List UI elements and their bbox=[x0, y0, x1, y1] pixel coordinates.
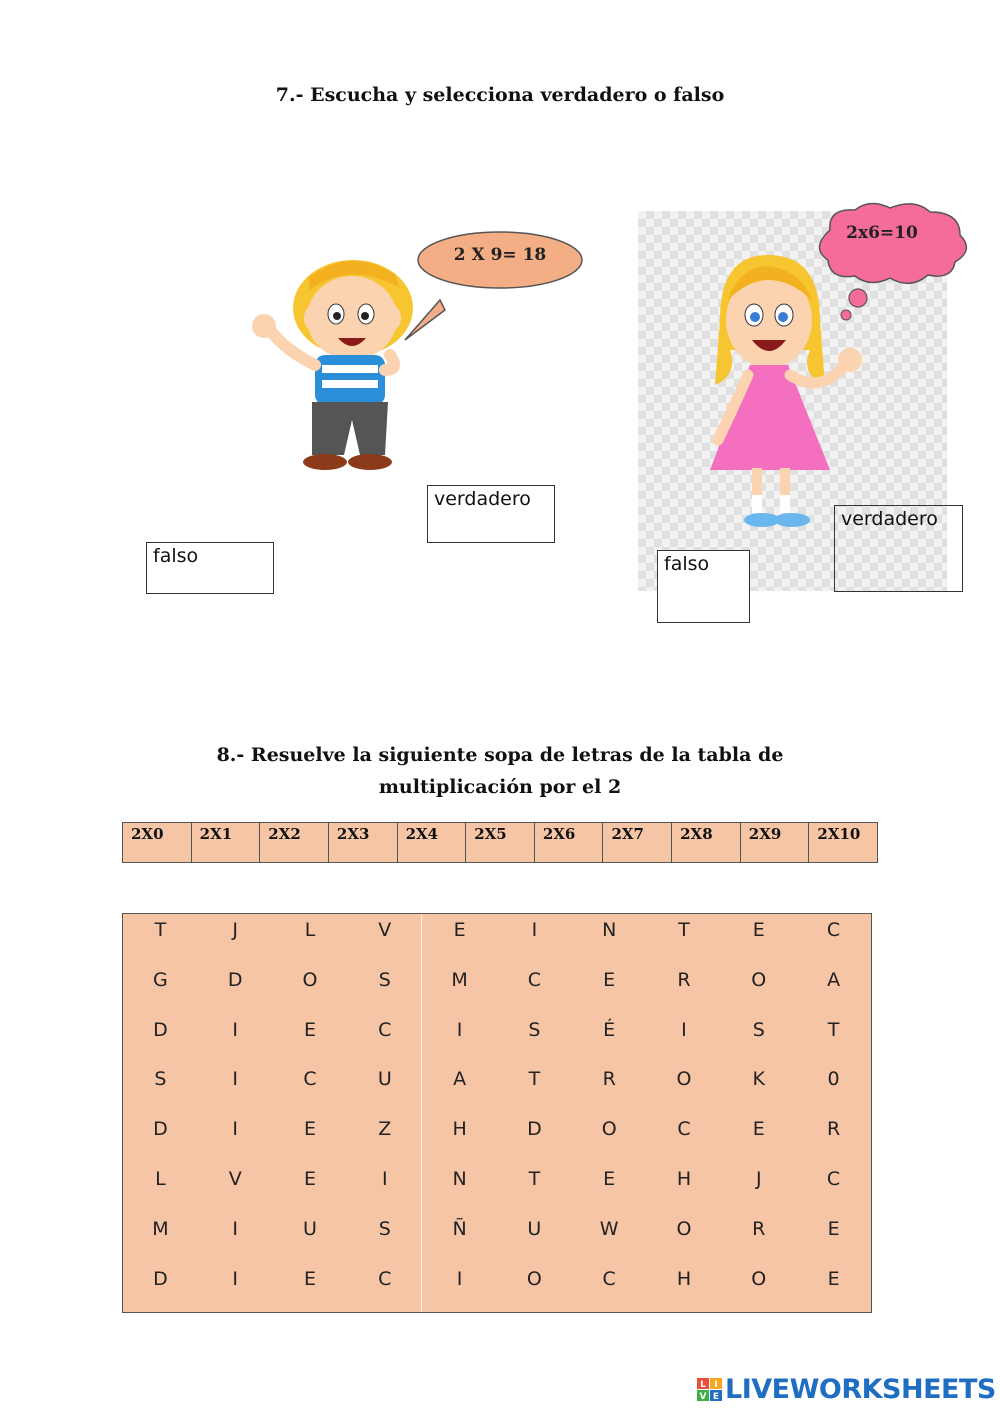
grid-letter[interactable]: D bbox=[153, 1267, 168, 1290]
multiplication-cell[interactable]: 2X4 bbox=[398, 823, 467, 862]
multiplication-header-row bbox=[122, 822, 878, 863]
boy-illustration bbox=[240, 230, 590, 480]
grid-letter[interactable]: V bbox=[378, 919, 392, 941]
grid-row bbox=[123, 914, 871, 964]
word-search-grid bbox=[122, 913, 872, 1313]
grid-letter[interactable]: E bbox=[303, 1167, 316, 1190]
grid-letter[interactable]: H bbox=[676, 1267, 692, 1290]
multiplication-cell[interactable]: 2X7 bbox=[603, 823, 672, 862]
grid-letter[interactable]: V bbox=[228, 1167, 242, 1190]
grid-letter[interactable]: C bbox=[378, 1018, 392, 1041]
grid-letter[interactable]: C bbox=[303, 1068, 317, 1091]
grid-letter[interactable]: O bbox=[302, 968, 318, 991]
grid-letter[interactable]: I bbox=[381, 1167, 388, 1190]
grid-letter[interactable]: O bbox=[676, 1217, 692, 1240]
grid-letter[interactable]: L bbox=[155, 1167, 166, 1190]
grid-letter[interactable]: E bbox=[303, 1018, 316, 1041]
grid-letter[interactable]: W bbox=[599, 1217, 619, 1240]
grid-letter[interactable]: T bbox=[528, 1068, 541, 1091]
grid-letter[interactable]: O bbox=[676, 1068, 692, 1091]
liveworksheets-brand-text: LIVEWORKSHEETS bbox=[725, 1374, 996, 1405]
logo-letter-v: V bbox=[699, 1391, 707, 1402]
grid-letter[interactable]: E bbox=[303, 1118, 316, 1141]
grid-letter[interactable]: U bbox=[377, 1068, 392, 1091]
grid-letter[interactable]: E bbox=[453, 919, 466, 941]
grid-letter[interactable]: L bbox=[304, 919, 316, 941]
grid-letter[interactable]: D bbox=[153, 1018, 168, 1041]
grid-letter[interactable]: T bbox=[154, 919, 167, 941]
grid-letter[interactable]: E bbox=[603, 968, 616, 991]
grid-letter[interactable]: H bbox=[676, 1167, 692, 1190]
liveworksheets-logo[interactable] bbox=[697, 1374, 996, 1405]
grid-letter[interactable]: M bbox=[451, 968, 468, 991]
logo-letter-i: I bbox=[714, 1379, 718, 1390]
grid-letter[interactable]: H bbox=[452, 1118, 467, 1141]
grid-letter[interactable]: E bbox=[827, 1267, 840, 1290]
grid-letter[interactable]: R bbox=[752, 1217, 766, 1240]
grid-letter[interactable]: I bbox=[232, 1217, 238, 1240]
grid-row bbox=[123, 1213, 871, 1263]
grid-letter[interactable]: N bbox=[452, 1167, 467, 1190]
multiplication-cell[interactable]: 2X5 bbox=[466, 823, 535, 862]
grid-letter[interactable]: D bbox=[227, 968, 243, 991]
logo-letter-e: E bbox=[712, 1391, 720, 1402]
grid-letter[interactable]: O bbox=[751, 968, 767, 991]
grid-letter[interactable]: Z bbox=[378, 1118, 392, 1141]
grid-row bbox=[123, 1014, 871, 1064]
grid-letter[interactable]: E bbox=[603, 1167, 616, 1190]
grid-letter[interactable]: C bbox=[527, 968, 542, 991]
grid-letter[interactable]: U bbox=[303, 1217, 317, 1240]
girl-bubble-text: 2x6=10 bbox=[846, 223, 918, 243]
grid-letter[interactable]: O bbox=[751, 1267, 767, 1290]
grid-letter[interactable]: T bbox=[678, 919, 690, 941]
grid-letter[interactable]: E bbox=[752, 1118, 765, 1141]
grid-row bbox=[123, 1263, 871, 1313]
grid-letter[interactable]: O bbox=[526, 1267, 542, 1290]
grid-letter[interactable]: T bbox=[528, 1167, 541, 1190]
grid-letter[interactable]: I bbox=[232, 1118, 238, 1141]
grid-letter[interactable]: Ñ bbox=[452, 1217, 467, 1240]
boy-false-option[interactable]: falso bbox=[146, 542, 274, 594]
grid-letter[interactable]: I bbox=[531, 919, 538, 941]
grid-letter[interactable]: K bbox=[752, 1068, 765, 1091]
boy-bubble-text: 2 X 9= 18 bbox=[453, 245, 547, 265]
grid-letter[interactable]: É bbox=[603, 1018, 616, 1041]
grid-letter[interactable]: C bbox=[826, 919, 841, 941]
grid-letter[interactable]: I bbox=[232, 1068, 238, 1091]
grid-letter[interactable]: C bbox=[602, 1267, 616, 1290]
grid-letter[interactable]: J bbox=[232, 919, 238, 941]
grid-letter[interactable]: E bbox=[827, 1217, 840, 1240]
grid-letter[interactable]: M bbox=[152, 1217, 169, 1240]
grid-letter[interactable]: I bbox=[232, 1267, 238, 1290]
grid-letter[interactable]: S bbox=[378, 1217, 391, 1240]
grid-letter[interactable]: S bbox=[378, 968, 391, 991]
grid-letter[interactable]: A bbox=[453, 1068, 467, 1091]
grid-letter[interactable]: T bbox=[827, 1018, 840, 1041]
grid-row bbox=[123, 1113, 871, 1163]
grid-letter[interactable]: I bbox=[232, 1018, 238, 1041]
grid-row bbox=[123, 1063, 871, 1113]
grid-letter[interactable]: S bbox=[154, 1068, 167, 1091]
grid-letter[interactable]: I bbox=[456, 1018, 463, 1041]
grid-letter[interactable]: S bbox=[752, 1018, 765, 1041]
section8-title-line2: multiplicación por el 2 bbox=[378, 776, 622, 798]
grid-letter[interactable]: R bbox=[677, 968, 691, 991]
multiplication-cell[interactable]: 2X6 bbox=[535, 823, 604, 862]
girl-illustration bbox=[680, 200, 980, 540]
grid-letter[interactable]: S bbox=[528, 1018, 541, 1041]
grid-letter[interactable]: I bbox=[681, 1018, 687, 1041]
boy-speech-bubble bbox=[405, 232, 582, 340]
grid-letter[interactable]: D bbox=[527, 1118, 542, 1141]
liveworksheets-logo-icon bbox=[697, 1378, 723, 1402]
girl-true-option[interactable]: verdadero bbox=[834, 505, 963, 592]
grid-letter[interactable]: D bbox=[153, 1118, 168, 1141]
grid-letter[interactable]: C bbox=[378, 1267, 392, 1290]
girl-thought-bubble bbox=[819, 203, 966, 320]
multiplication-cell[interactable]: 2X9 bbox=[741, 823, 810, 862]
grid-letter[interactable]: O bbox=[601, 1118, 617, 1141]
section8-title-line1: 8.- Resuelve la siguiente sopa de letras de la tabla de bbox=[216, 744, 784, 766]
grid-letter[interactable]: U bbox=[527, 1217, 542, 1240]
section7-title: 7.- Escucha y selecciona verdadero o falso bbox=[275, 84, 725, 106]
multiplication-cell[interactable]: 2X0 bbox=[123, 823, 192, 862]
grid-row bbox=[123, 964, 871, 1014]
multiplication-cell[interactable]: 2X1 bbox=[192, 823, 261, 862]
grid-letter[interactable]: 0 bbox=[827, 1068, 840, 1091]
grid-letter[interactable]: J bbox=[755, 1167, 762, 1190]
grid-letter[interactable]: N bbox=[602, 919, 617, 941]
grid-letter[interactable]: R bbox=[826, 1118, 841, 1141]
grid-letter[interactable]: R bbox=[602, 1068, 616, 1091]
grid-letter[interactable]: C bbox=[677, 1118, 691, 1141]
grid-letter[interactable]: G bbox=[153, 968, 168, 991]
grid-letter[interactable]: E bbox=[752, 919, 765, 941]
multiplication-cell[interactable]: 2X8 bbox=[672, 823, 741, 862]
grid-letter[interactable]: E bbox=[303, 1267, 316, 1290]
multiplication-cell[interactable]: 2X10 bbox=[817, 825, 861, 843]
grid-letter[interactable]: C bbox=[826, 1167, 841, 1190]
multiplication-cell[interactable]: 2X2 bbox=[260, 823, 329, 862]
boy-true-option[interactable]: verdadero bbox=[427, 485, 555, 543]
grid-row bbox=[123, 1163, 871, 1213]
multiplication-cell[interactable]: 2X3 bbox=[329, 823, 398, 862]
grid-letter[interactable]: A bbox=[827, 968, 841, 991]
girl-false-option[interactable]: falso bbox=[657, 550, 750, 623]
grid-divider bbox=[421, 914, 422, 1312]
logo-letter-l: L bbox=[700, 1379, 706, 1390]
grid-letter[interactable]: I bbox=[456, 1267, 463, 1290]
